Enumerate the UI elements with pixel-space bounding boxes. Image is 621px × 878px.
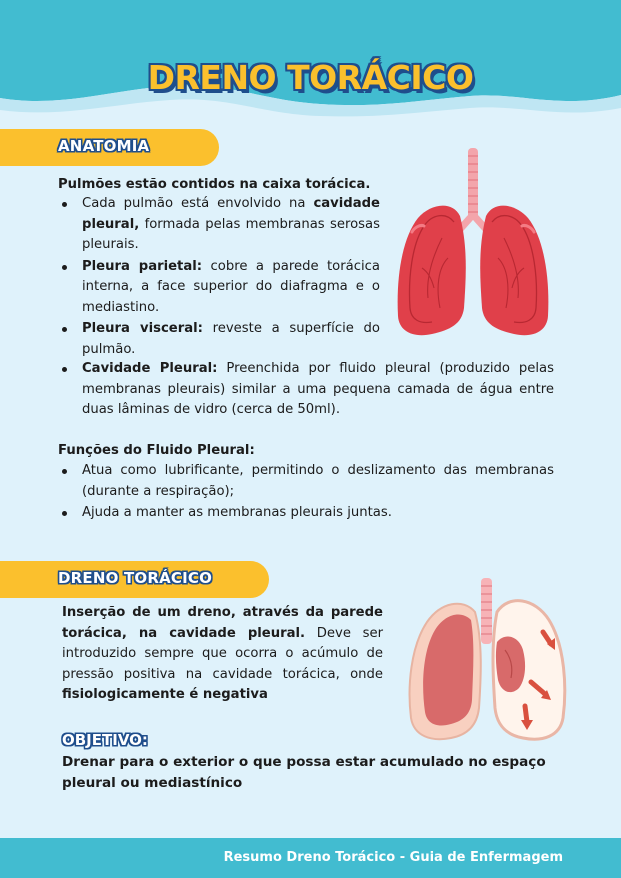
pleural-cavity-list <box>57 359 554 422</box>
page-title: DRENO TORÁCICO <box>147 58 474 97</box>
section-banner-drain <box>0 561 269 598</box>
list-item: Pleura parietal: cobre a parede torácica interna, a face superior do diafragma e o mediastino. <box>57 257 380 319</box>
anatomy-bullet-list <box>57 194 380 361</box>
header-wave <box>0 0 621 125</box>
section-banner-anatomy <box>0 129 219 166</box>
section-label-drain: DRENO TORÁCICO <box>58 569 213 587</box>
list-item: Cavidade Pleural: Preenchida por fluido pleural (produzido pelas membranas pleurais) similar a uma pequena camada de água entre duas lâminas de vidro (cerca de 50ml). <box>57 359 554 421</box>
footer-text: Resumo Dreno Torácico - Guia de Enfermagem <box>223 850 563 865</box>
list-item: Ajuda a manter as membranas pleurais juntas. <box>57 503 554 524</box>
collapsed-lung-illustration <box>405 572 567 748</box>
anatomy-intro: Pulmões estão contidos na caixa torácica. <box>58 177 371 192</box>
objective-label: OBJETIVO: <box>62 731 148 749</box>
list-item: Cada pulmão está envolvido na cavidade pleural, formada pelas membranas serosas pleurais. <box>57 194 380 256</box>
fluid-functions-list <box>57 461 554 525</box>
objective-text: Drenar para o exterior o que possa estar acumulado no espaço pleural ou mediastínico <box>62 754 546 791</box>
footer-bar <box>0 838 621 878</box>
fluid-functions-title: Funções do Fluido Pleural: <box>58 443 255 458</box>
list-item: Atua como lubrificante, permitindo o deslizamento das membranas (durante a respiração); <box>57 461 554 502</box>
list-item: Pleura visceral: reveste a superfície do pulmão. <box>57 319 380 360</box>
section-label-anatomy: ANATOMIA <box>58 137 150 155</box>
lungs-illustration <box>392 148 554 340</box>
drain-description: Inserção de um dreno, através da parede torácica, na cavidade pleural. Deve ser introduzido sempre que ocorra o acúmulo de pressão positiva na cavidade torácica, onde fisiologicamente é negativa <box>62 605 383 702</box>
